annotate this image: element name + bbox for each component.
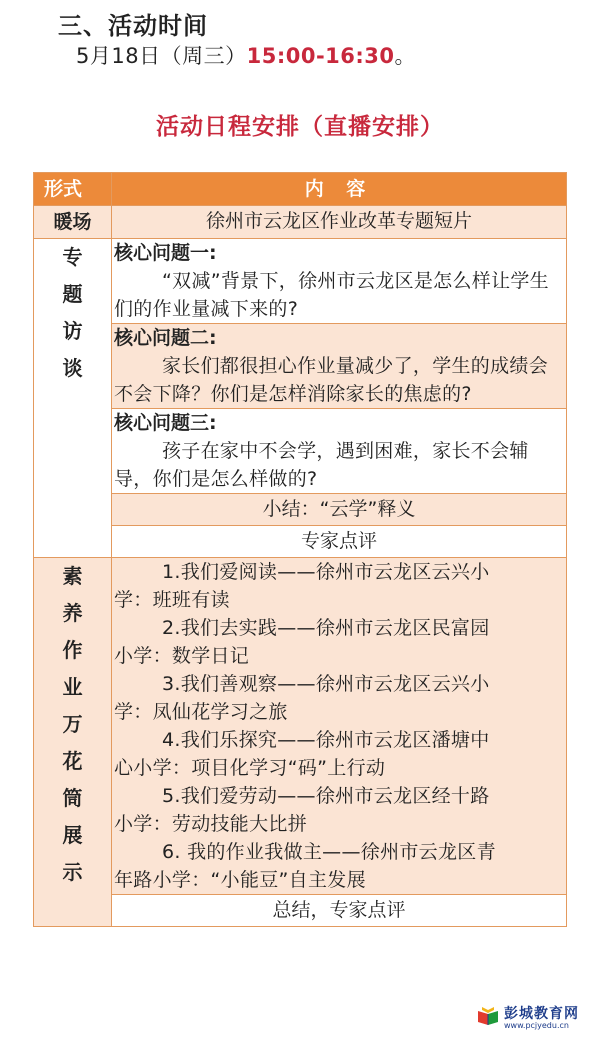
form-char: 示 bbox=[62, 860, 83, 884]
question-3-title: 核心问题三: bbox=[114, 412, 217, 434]
showcase-item bbox=[112, 838, 566, 894]
question-1-title: 核心问题一: bbox=[114, 242, 217, 264]
showcase-closing-row bbox=[34, 895, 567, 927]
showcase-item-line2: 小学：数学日记 bbox=[114, 645, 250, 667]
showcase-item bbox=[112, 558, 566, 614]
watermark-logo bbox=[472, 1002, 594, 1032]
activity-time-range: 15:00-16:30 bbox=[246, 44, 395, 68]
warmup-content: 徐州市云龙区作业改革专题短片 bbox=[112, 206, 567, 239]
showcase-item-line1: 4.我们乐探究——徐州市云龙区潘塘中 bbox=[162, 729, 490, 751]
header-form: 形式 bbox=[34, 173, 112, 206]
question-1-body: “双减”背景下，徐州市云龙区是怎么样让学生们的作业量减下来的? bbox=[114, 270, 549, 320]
form-char: 万 bbox=[62, 712, 83, 736]
interview-q3-row bbox=[34, 409, 567, 494]
schedule-table bbox=[33, 172, 567, 927]
form-char: 专 bbox=[62, 245, 83, 269]
form-char: 筒 bbox=[62, 786, 83, 810]
interview-expert-row bbox=[34, 526, 567, 558]
showcase-item bbox=[112, 670, 566, 726]
showcase-item-line2: 学：班班有读 bbox=[114, 589, 230, 611]
warmup-form: 暖场 bbox=[34, 206, 112, 239]
showcase-form-label bbox=[62, 558, 84, 891]
activity-time bbox=[76, 40, 416, 70]
form-char: 谈 bbox=[62, 356, 83, 380]
form-char: 访 bbox=[62, 319, 83, 343]
showcase-item bbox=[112, 782, 566, 838]
interview-summary-row bbox=[34, 494, 567, 526]
question-2-title: 核心问题二: bbox=[114, 327, 217, 349]
interview-summary: 小结：“云学”释义 bbox=[112, 494, 567, 526]
book-logo-icon bbox=[476, 1006, 500, 1026]
watermark-url: www.pcjyedu.cn bbox=[504, 1021, 569, 1030]
interview-expert: 专家点评 bbox=[112, 526, 567, 558]
showcase-item-line1: 5.我们爱劳动——徐州市云龙区经十路 bbox=[162, 785, 490, 807]
question-2-cell bbox=[112, 324, 567, 409]
header-content: 内 容 bbox=[112, 173, 567, 206]
showcase-row bbox=[34, 558, 567, 895]
form-char: 作 bbox=[62, 638, 83, 662]
showcase-item-line2: 学：凤仙花学习之旅 bbox=[114, 701, 288, 723]
showcase-item-line2: 小学：劳动技能大比拼 bbox=[114, 813, 308, 835]
showcase-item-line1: 6. 我的作业我做主——徐州市云龙区青 bbox=[162, 841, 496, 863]
showcase-item-line2: 心小学：项目化学习“码”上行动 bbox=[114, 757, 386, 779]
interview-q1-row bbox=[34, 239, 567, 324]
showcase-item bbox=[112, 726, 566, 782]
interview-form bbox=[34, 239, 112, 558]
showcase-closing: 总结，专家点评 bbox=[112, 895, 567, 927]
question-1-cell bbox=[112, 239, 567, 324]
section-title: 三、活动时间 bbox=[58, 12, 208, 40]
showcase-list bbox=[112, 558, 567, 895]
form-char: 题 bbox=[62, 282, 83, 306]
showcase-item-line1: 3.我们善观察——徐州市云龙区云兴小 bbox=[162, 673, 490, 695]
question-2-body: 家长们都很担心作业量减少了，学生的成绩会不会下降？你们是怎样消除家长的焦虑的? bbox=[114, 355, 549, 405]
form-char: 养 bbox=[62, 601, 83, 625]
form-char: 展 bbox=[62, 823, 83, 847]
interview-form-label bbox=[62, 239, 84, 387]
showcase-item-line1: 1.我们爱阅读——徐州市云龙区云兴小 bbox=[162, 561, 490, 583]
activity-time-suffix: 。 bbox=[394, 44, 416, 68]
question-3-cell bbox=[112, 409, 567, 494]
showcase-item-line1: 2.我们去实践——徐州市云龙区民富园 bbox=[162, 617, 490, 639]
watermark-name: 彭城教育网 bbox=[504, 1006, 579, 1022]
activity-date: 5月18日（周三） bbox=[76, 44, 247, 68]
warmup-row bbox=[34, 206, 567, 239]
showcase-item bbox=[112, 614, 566, 670]
form-char: 业 bbox=[62, 675, 83, 699]
showcase-item-line2: 年路小学：“小能豆”自主发展 bbox=[114, 869, 366, 891]
schedule-title: 活动日程安排（直播安排） bbox=[156, 114, 444, 140]
showcase-form bbox=[34, 558, 112, 927]
table-header-row bbox=[34, 173, 567, 206]
form-char: 花 bbox=[62, 749, 83, 773]
question-3-body: 孩子在家中不会学，遇到困难，家长不会辅导，你们是怎么样做的? bbox=[114, 440, 529, 490]
interview-q2-row bbox=[34, 324, 567, 409]
form-char: 素 bbox=[62, 564, 83, 588]
